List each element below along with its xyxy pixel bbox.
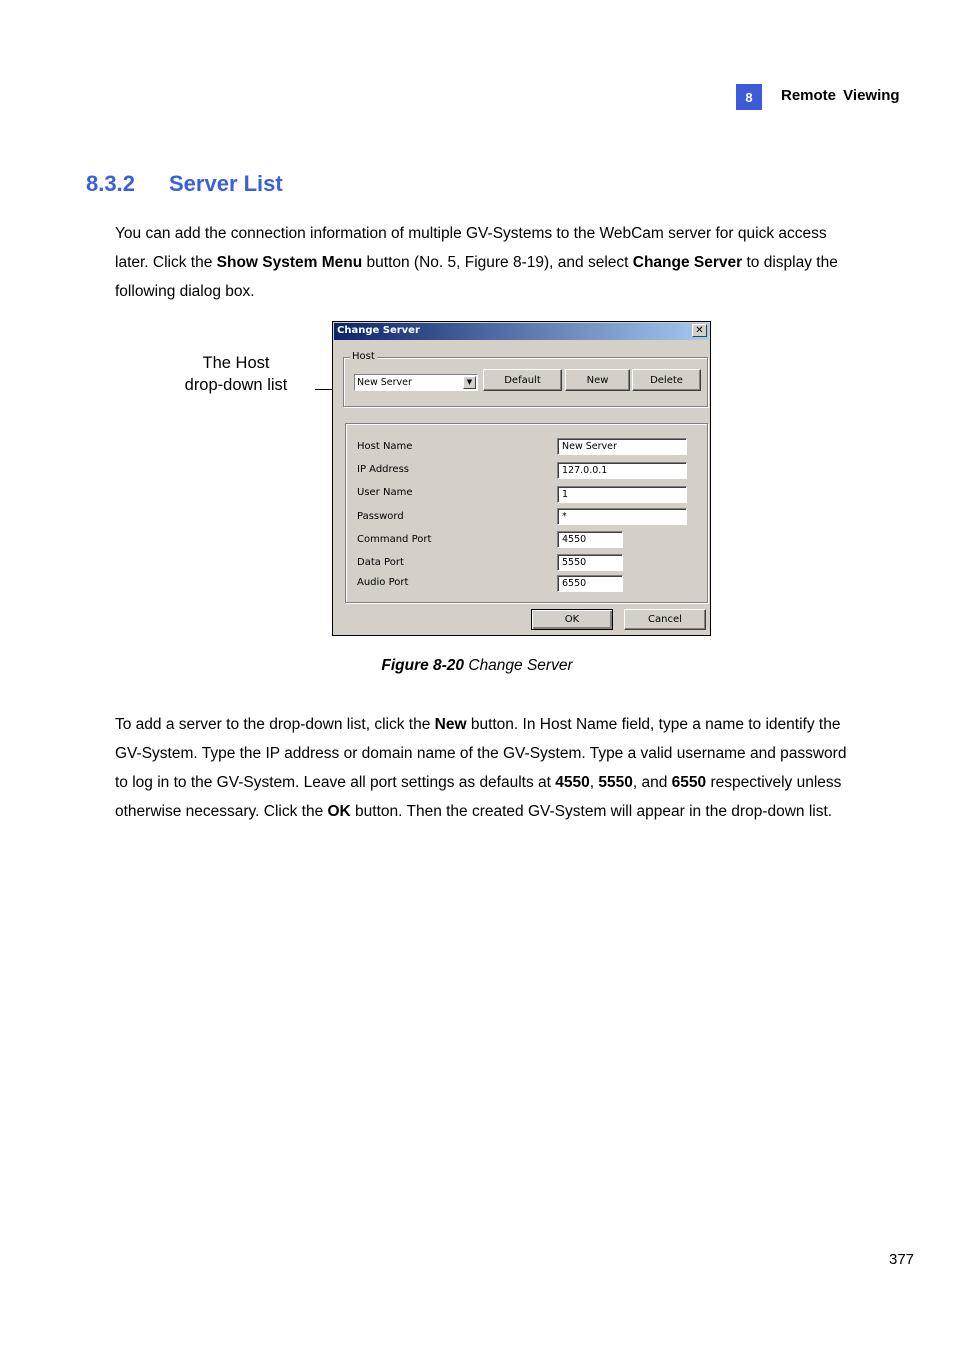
intro-text-2: button (No. 5, Figure 8-19), and select: [362, 254, 633, 271]
new-button[interactable]: New: [565, 369, 630, 391]
delete-button[interactable]: Delete: [632, 369, 701, 391]
host-dropdown-callout: [170, 352, 302, 396]
default-button[interactable]: Default: [483, 369, 562, 391]
cancel-button[interactable]: Cancel: [624, 609, 706, 630]
chapter-badge: 8: [736, 84, 762, 110]
command-port-field[interactable]: 4550: [557, 531, 623, 548]
host-name-label: Host Name: [357, 441, 413, 452]
change-server-dialog: [332, 321, 711, 636]
body-text-6: button. Then the created GV-System will appear in the drop-down list.: [350, 803, 833, 820]
body-text-1: To add a server to the drop-down list, click the: [115, 716, 435, 733]
host-dropdown[interactable]: [354, 374, 478, 391]
body-bold-4: 6550: [671, 774, 707, 791]
section-title: Server List: [169, 171, 283, 196]
body-bold-2: 4550: [555, 774, 590, 791]
host-name-field[interactable]: New Server: [557, 438, 687, 455]
host-dropdown-value: New Server: [357, 377, 412, 388]
ok-button[interactable]: OK: [531, 609, 613, 630]
figure-caption-text: Change Server: [464, 657, 573, 674]
data-port-field[interactable]: 5550: [557, 554, 623, 571]
intro-bold-1: Show System Menu: [216, 254, 363, 271]
intro-text-1: You can add the connection information of multiple GV-Systems to the WebCam server for quick access later. Click the: [115, 225, 827, 271]
body-text-2: button. In Host Name field, type a name to identify the GV-System. Type the IP address or domain name of the GV-System. Type a valid username and password to log in to the GV-System. Leave all port settings as defaults at: [115, 716, 847, 791]
figure-label: Figure 8-20: [381, 657, 465, 674]
body-bold-3: 5550: [598, 774, 633, 791]
audio-port-field[interactable]: 6550: [557, 575, 623, 592]
password-field[interactable]: *: [557, 508, 687, 525]
callout-line-2: drop-down list: [184, 376, 288, 394]
ip-address-field[interactable]: 127.0.0.1: [557, 462, 687, 479]
password-label: Password: [357, 511, 404, 522]
user-name-label: User Name: [357, 487, 413, 498]
callout-line-1: The Host: [202, 354, 270, 372]
user-name-field[interactable]: 1: [557, 486, 687, 503]
chevron-down-icon[interactable]: ▼: [463, 376, 476, 389]
intro-text-3: to display the following dialog box.: [115, 254, 838, 300]
intro-paragraph: [115, 219, 850, 306]
chapter-title: Remote Viewing: [781, 87, 900, 104]
close-icon[interactable]: ✕: [692, 324, 707, 337]
command-port-label: Command Port: [357, 534, 432, 545]
dialog-titlebar[interactable]: [334, 323, 709, 340]
page-number: 377: [889, 1251, 915, 1268]
body-paragraph: [115, 710, 850, 826]
dialog-title: Change Server: [337, 325, 420, 336]
section-heading: [86, 171, 283, 197]
figure-caption: [0, 657, 954, 675]
body-text-4: , and: [632, 774, 672, 791]
body-text-3: ,: [589, 774, 599, 791]
ip-address-label: IP Address: [357, 464, 409, 475]
section-number: 8.3.2: [86, 171, 135, 196]
body-bold-1: New: [434, 716, 467, 733]
body-bold-5: OK: [327, 803, 351, 820]
audio-port-label: Audio Port: [357, 577, 409, 588]
intro-bold-2: Change Server: [632, 254, 743, 271]
host-group-label: Host: [352, 351, 375, 362]
data-port-label: Data Port: [357, 557, 404, 568]
body-text-5: respectively unless otherwise necessary. Click the: [115, 774, 842, 820]
